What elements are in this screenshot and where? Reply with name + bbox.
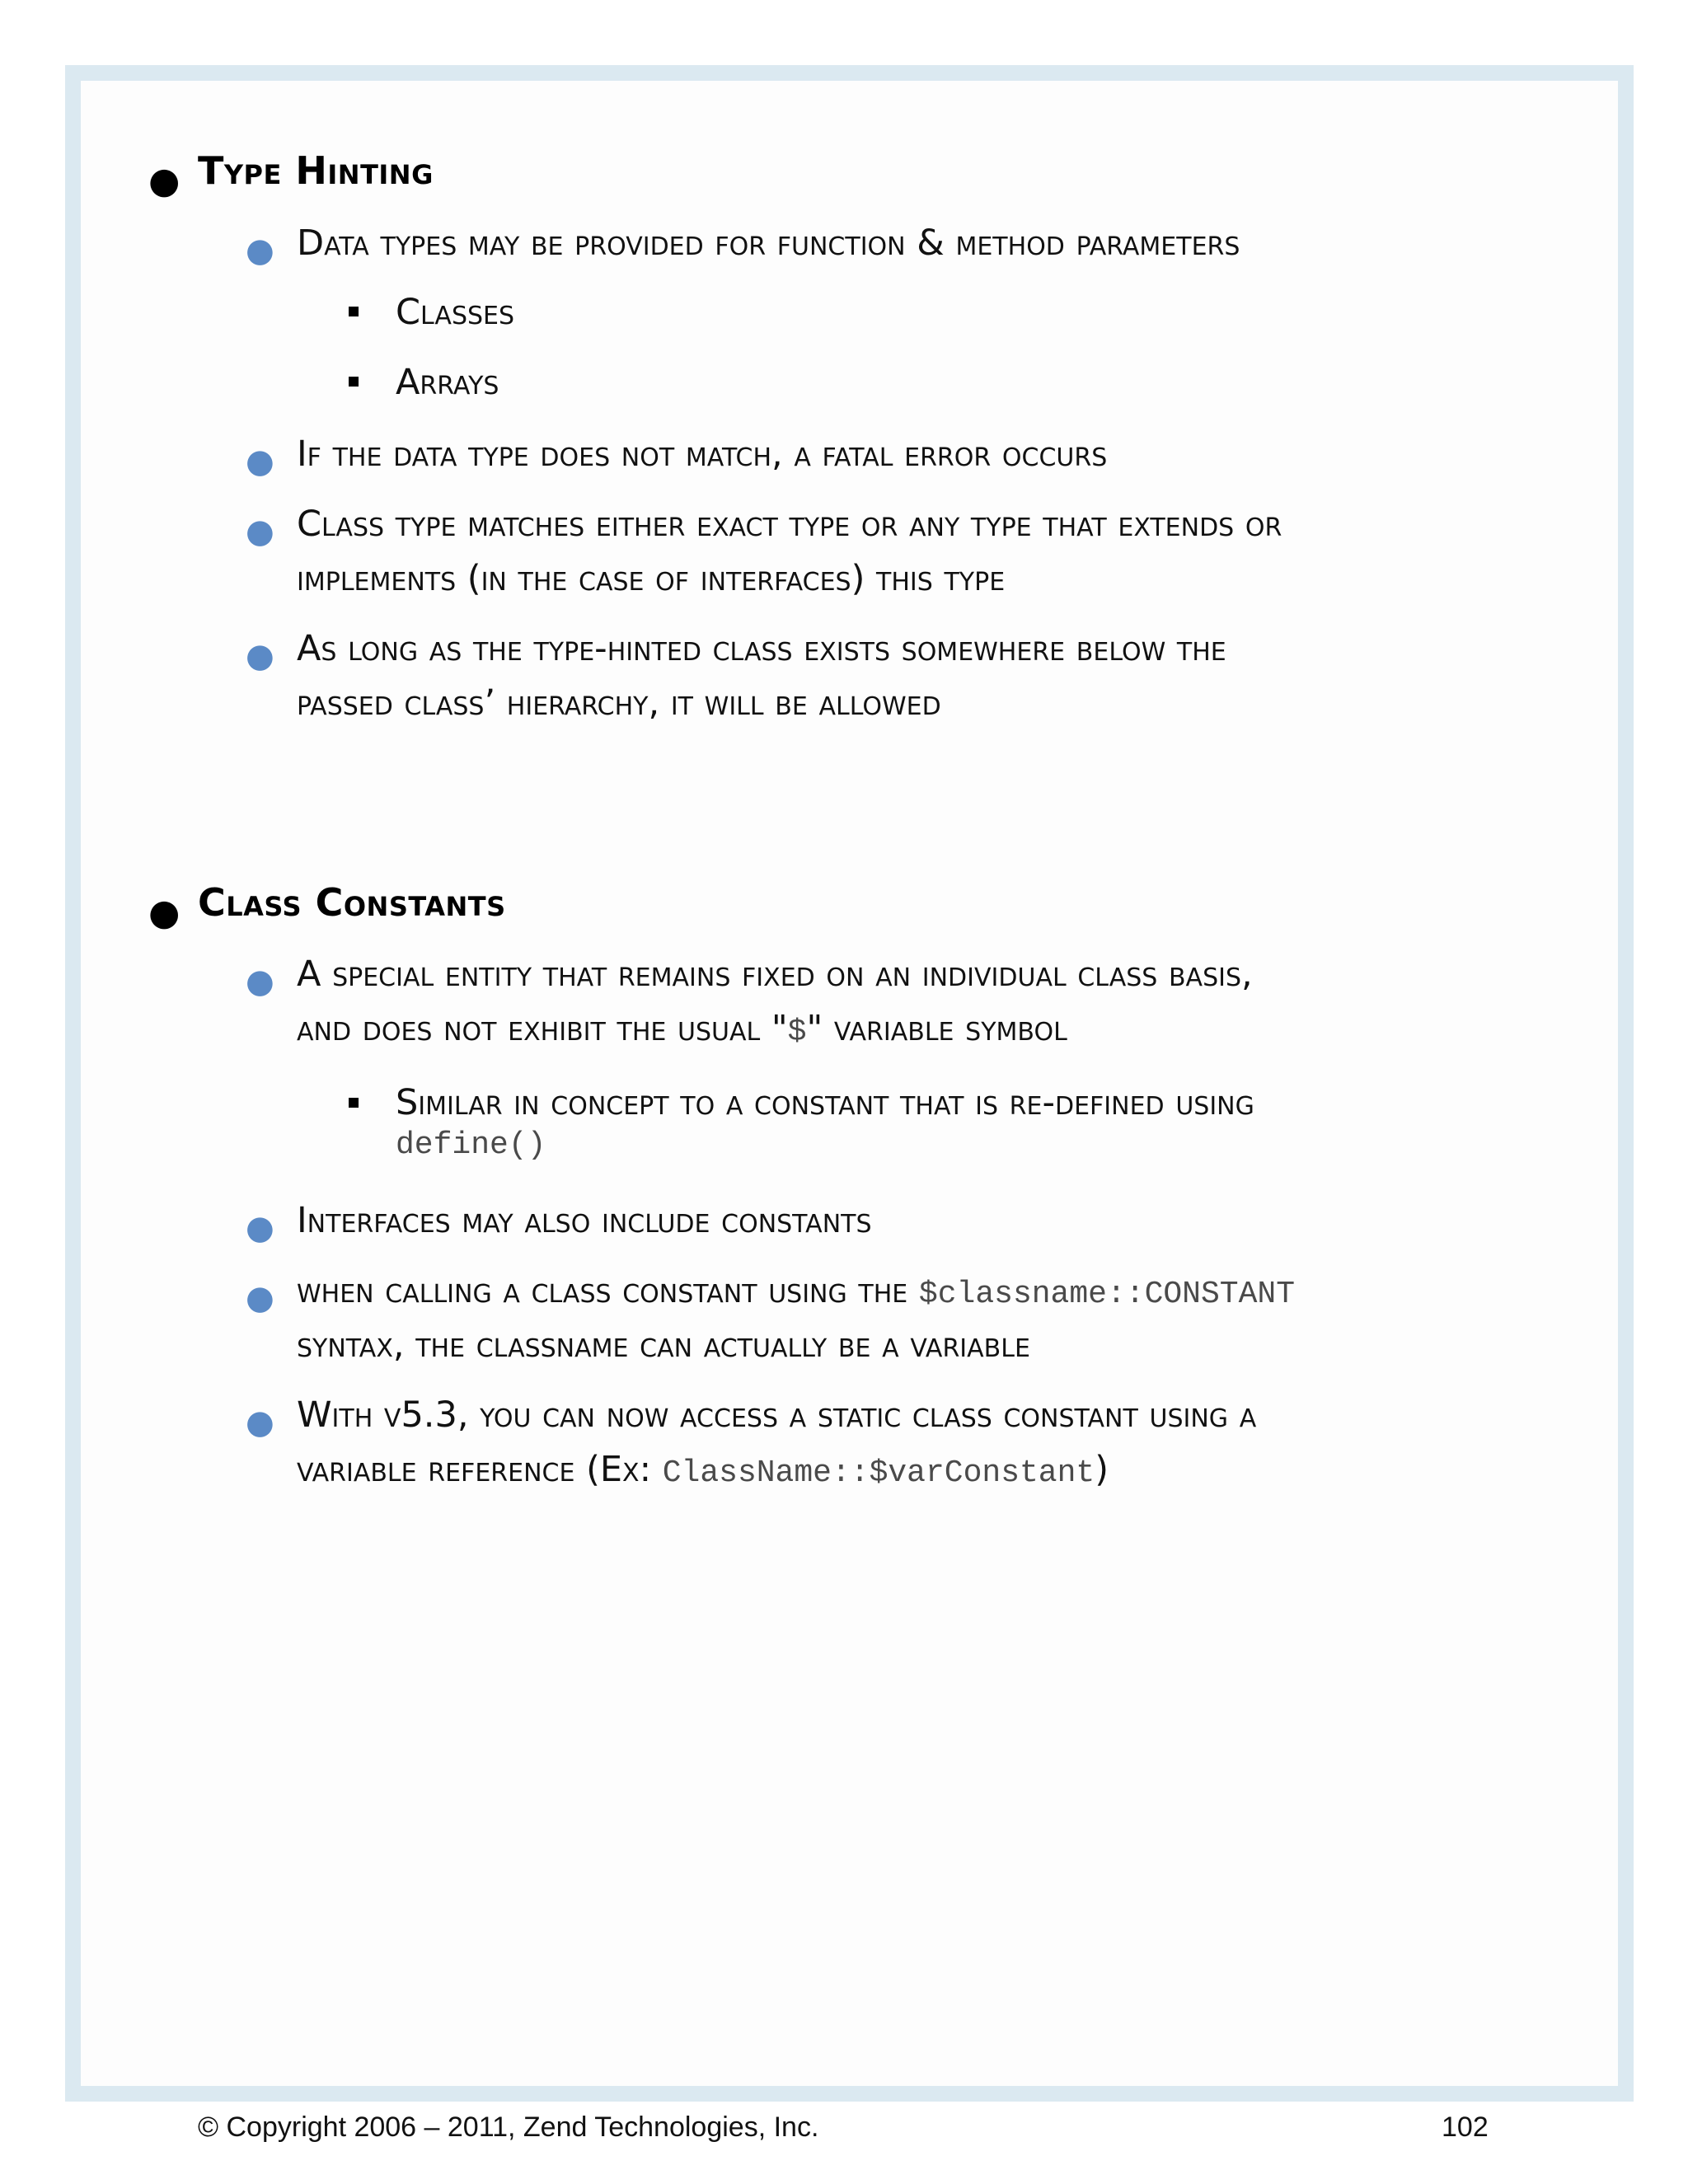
section-heading-type-hinting: Type Hinting (198, 148, 434, 193)
section-heading-class-constants: Class Constants (198, 880, 506, 925)
subitem-bullet (349, 1098, 359, 1108)
subitem-arrays: Arrays (396, 362, 499, 403)
subitem-classes: Classes (396, 292, 515, 333)
item-type-hinted-line1: As long as the type-hinted class exists somewhere below the (297, 628, 1226, 669)
item-bullet: ● (246, 443, 274, 480)
item-special-entity-line1: A special entity that remains fixed on an individual class basis, (297, 954, 1253, 995)
item-special-entity-line2 (297, 1001, 1067, 1060)
item-calling-constant-line1 (297, 1263, 1295, 1322)
item-class-type-line2: implements (in the case of interfaces) this type (297, 558, 1006, 599)
item-bullet: ● (246, 513, 274, 551)
item-interfaces-constants: Interfaces may also include constants (297, 1200, 872, 1241)
item-bullet: ● (246, 1209, 274, 1247)
item-bullet: ● (246, 232, 274, 269)
inline-code: ClassName::$varConstant (662, 1455, 1095, 1491)
subitem-similar-concept: Similar in concept to a constant that is re-defined using (396, 1082, 1254, 1123)
inline-code: $ (787, 1015, 807, 1050)
section-bullet: ● (148, 160, 181, 202)
item-type-hinted-line2: passed class’ hierarchy, it will be allowed (297, 682, 941, 724)
item-bullet: ● (246, 1279, 274, 1317)
item-data-types: Data types may be provided for function & method parameters (297, 223, 1240, 264)
text-segment: and does not exhibit the usual " (297, 1008, 788, 1049)
footer-page-number: 102 (1442, 2111, 1489, 2143)
subitem-bullet (349, 307, 359, 316)
item-v53-line1: With v5.3, you can now access a static class constant using a (297, 1394, 1257, 1436)
item-fatal-error: If the data type does not match, a fatal error occurs (297, 434, 1108, 475)
section-bullet: ● (148, 892, 181, 934)
text-segment: " variable symbol (806, 1008, 1067, 1049)
item-calling-constant-line2: syntax, the classname can actually be a variable (297, 1324, 1030, 1366)
inline-code: $classname::CONSTANT (918, 1277, 1295, 1312)
text-segment: ) (1095, 1449, 1109, 1490)
item-class-type-line1: Class type matches either exact type or any type that extends or (297, 504, 1282, 545)
text-segment: when calling a class constant using the (297, 1270, 919, 1311)
item-v53-line2 (297, 1442, 1109, 1501)
footer-copyright: © Copyright 2006 – 2011, Zend Technologies, Inc. (198, 2111, 819, 2143)
item-bullet: ● (246, 637, 274, 675)
item-bullet: ● (246, 963, 274, 1001)
text-segment: variable reference (Ex: (297, 1449, 663, 1490)
item-bullet: ● (246, 1404, 274, 1441)
inline-code-define: define() (396, 1127, 546, 1163)
subitem-bullet (349, 377, 359, 387)
